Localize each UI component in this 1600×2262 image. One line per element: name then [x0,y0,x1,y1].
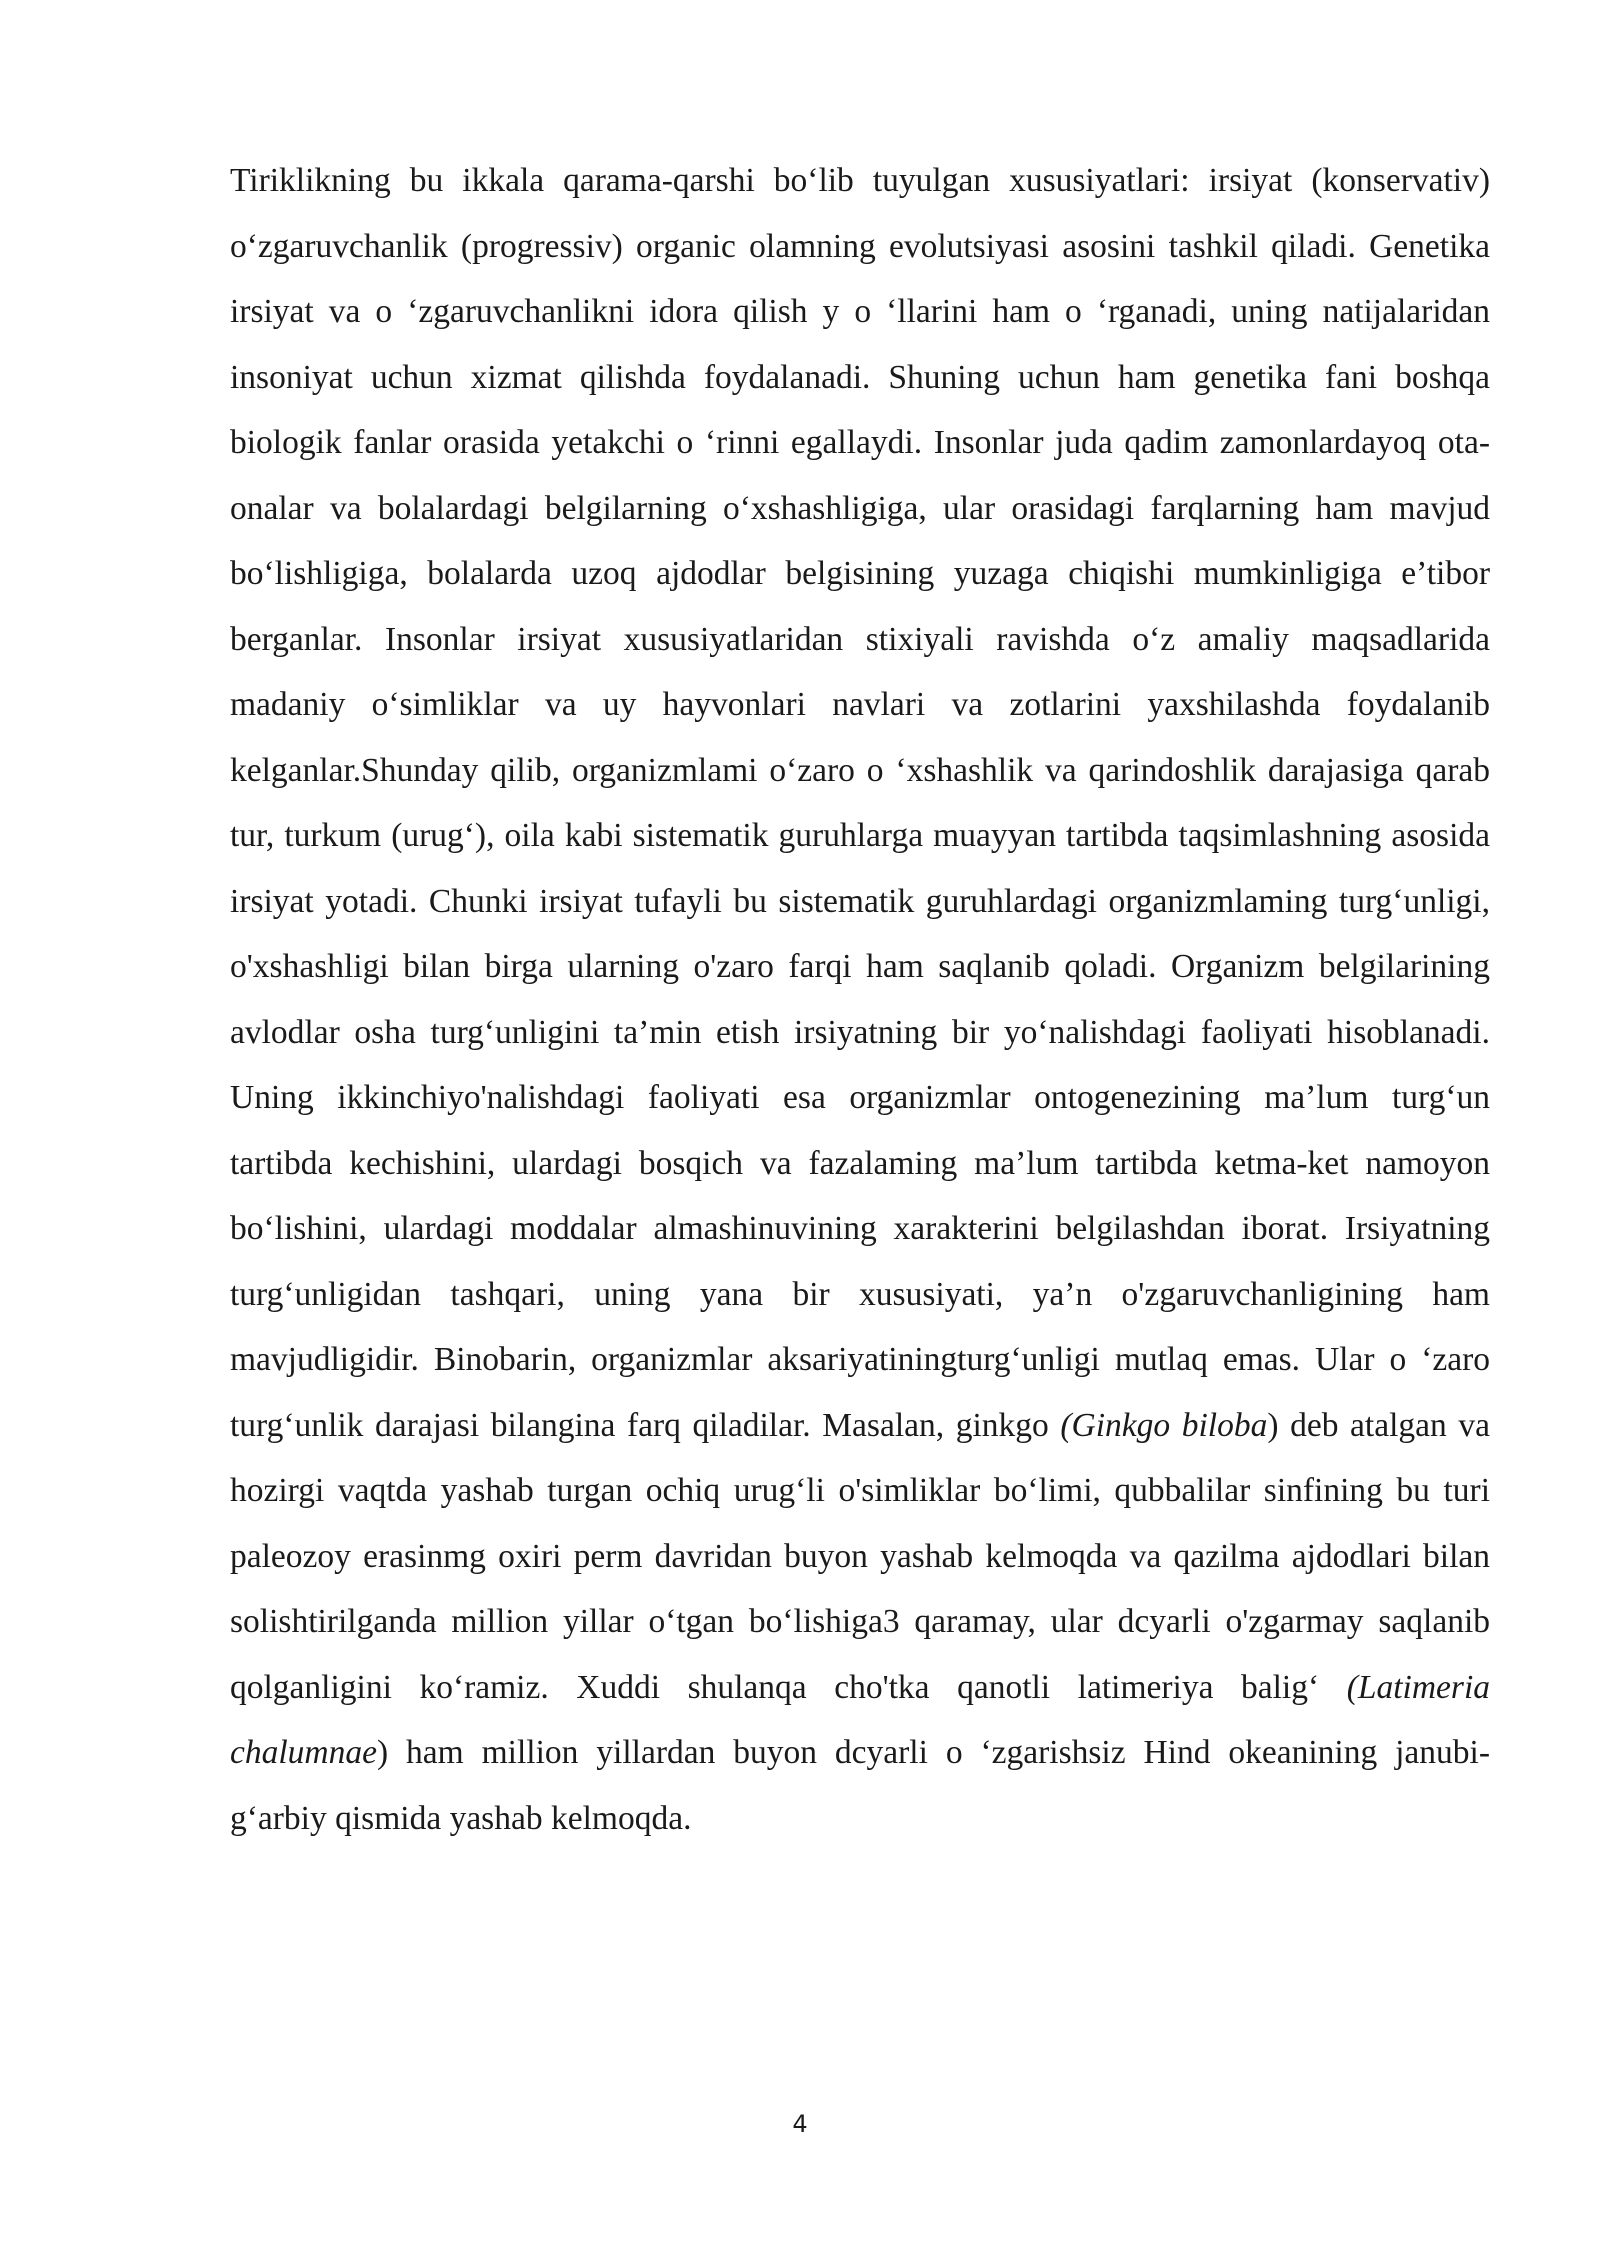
paragraph-text-part-3: ) ham million yillardan buyon dcyarli o ‘zgarishsiz Hind okeanining janubi-g‘arbiy qismida yashab kelmoqda. [230,1734,1490,1837]
latin-name-ginkgo: (Ginkgo biloba [1060,1406,1268,1444]
paragraph-text-part-1: Tiriklikning bu ikkala qarama-qarshi bo‘lib tuyulgan xususiyatlari: irsiyat (konservativ) o‘zgaruvchanlik (progressiv) organic olamning evolutsiyasi asosini tashkil qiladi. Genetika irsiyat va o ‘zgaruvchanlikni idora qilish y o ‘llarini ham o ‘rganadi, uning natijalaridan insoniyat uchun xizmat qilishda foydalanadi. Shuning uchun ham genetika fani boshqa biologik fanlar orasida yetakchi o ‘rinni egallaydi. Insonlar juda qadim zamonlardayoq ota-onalar va bolalardagi belgilarning o‘xshashligiga, ular orasidagi farqlarning ham mavjud bo‘lishligiga, bolalarda uzoq ajdodlar belgisining yuzaga chiqishi mumkinligiga e’tibor berganlar. Insonlar irsiyat xususiyatlaridan stixiyali ravishda o‘z amaliy maqsadlarida madaniy o‘simliklar va uy hayvonlari navlari va zotlarini yaxshilashda foydalanib kelganlar.Shunday qilib, organizmlami o‘zaro o ‘xshashlik va qarindoshlik darajasiga qarab tur, turkum (urug‘), oila kabi sistematik guruhlarga muayyan tartibda taqsimlashning asosida irsiyat yotadi. Chunki irsiyat tufayli bu sistematik guruhlardagi organizmlaming turg‘unligi, o'xshashligi bilan birga ularning o'zaro farqi ham saqlanib qoladi. Organizm belgilarining avlodlar osha turg‘unligini ta’min etish irsiyatning bir yo‘nalishdagi faoliyati hisoblanadi. Uning ikkinchiyo'nalishdagi faoliyati esa organizmlar ontogenezining ma’lum turg‘un tartibda kechishini, ulardagi bosqich va fazalaming ma’lum tartibda ketma-ket namoyon bo‘lishini, ulardagi moddalar almashinuvining xarakterini belgilashdan iborat. Irsiyatning turg‘unligidan tashqari, uning yana bir xususiyati, ya’n o'zgaruvchanligining ham mavjudligidir. Binobarin, organizmlar aksariyatiningturg‘unligi mutlaq emas. Ular o ‘zaro turg‘unlik darajasi bilangina farq qiladilar. Masalan, ginkgo [230,162,1490,1444]
page-number: 4 [792,2110,808,2138]
paragraph-text-part-2: ) deb atalgan va hozirgi vaqtda yashab turgan ochiq urug‘li o'simliklar bo‘limi, qubbalilar sinfining bu turi paleozoy erasinmg oxiri perm davridan buyon yashab kelmoqda va qazilma ajdodlari bilan solishtirilganda million yillar o‘tgan bo‘lishiga3 qaramay, ular dcyarli o'zgarmay saqlanib qolganligini ko‘ramiz. Xuddi shulanqa cho'tka qanotli latimeriya balig‘ [230,1406,1490,1706]
latin-name-latimeria: (Latimeria chalumnae [230,1668,1490,1771]
body-paragraph [230,148,1490,1851]
